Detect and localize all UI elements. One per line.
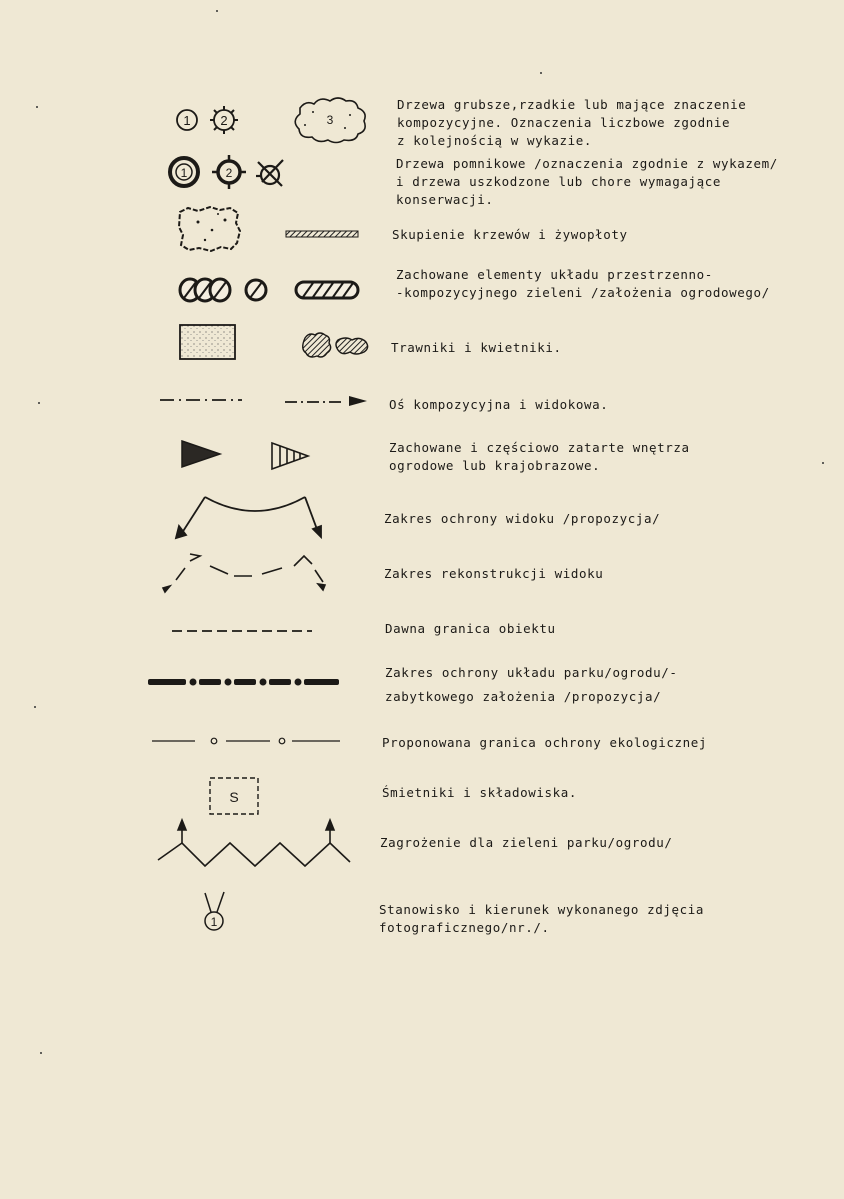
legend-line: i drzewa uszkodzone lub chore wymagające [396, 174, 722, 189]
flowerbed-icon-1 [303, 333, 331, 357]
legend-text-wnetrza [389, 439, 690, 475]
legend-text-krzewy [392, 226, 628, 244]
legend-line: Zakres ochrony widoku /propozycja/ [384, 511, 661, 526]
legend-line: Drzewa pomnikowe /oznaczenia zgodnie z wykazem/ [396, 156, 778, 171]
shrub-cluster-dots [197, 213, 227, 241]
dump-symbol [210, 778, 258, 814]
paper-speck [38, 402, 40, 404]
legend-line: Oś kompozycyjna i widokowa. [389, 397, 609, 412]
view-axis-arrow-icon [349, 396, 367, 406]
paper-speck [34, 706, 36, 708]
legend-line: zabytkowego założenia /propozycja/ [385, 689, 662, 704]
monument-tree-2 [212, 155, 246, 189]
paper-speck [540, 72, 542, 74]
interior-symbols [182, 441, 308, 469]
lawn-symbols [180, 325, 368, 359]
legend-text-zagrozenie [380, 834, 673, 852]
composition-element-symbols [180, 279, 358, 301]
legend-line: Zagrożenie dla zieleni parku/ogrodu/ [380, 835, 673, 850]
legend-line: Drzewa grubsze,rzadkie lub mające znaczenie [397, 97, 747, 112]
legend-text-stanowisko [379, 901, 704, 937]
tree-cluster-3 [295, 98, 365, 143]
legend-line: Trawniki i kwietniki. [391, 340, 562, 355]
photo-position-symbol [205, 892, 224, 930]
flowerbed-icon-2 [336, 338, 368, 354]
tree-symbols [177, 98, 365, 143]
legend-line: konserwacji. [396, 192, 494, 207]
composition-chain-icon [180, 279, 230, 301]
legend-text-zakres-widoku [384, 510, 660, 528]
legend-line: Stanowisko i kierunek wykonanego zdjęcia [379, 902, 705, 917]
photo-number: 1 [210, 915, 218, 929]
view-reconstruction-symbol [163, 554, 325, 592]
legend-line: Dawna granica obiektu [385, 621, 556, 636]
composition-single-icon [246, 280, 266, 300]
legend-text-drzewa [397, 96, 746, 150]
legend-text-ekologiczna [382, 734, 707, 752]
paper-speck [40, 1052, 42, 1054]
legend-line: z kolejnością w wykazie. [397, 133, 593, 148]
tree-number-2: 2 [220, 113, 228, 128]
legend-text-trawniki [391, 339, 562, 357]
legend-line: -kompozycyjnego zieleni /założenia ogrodowego/ [396, 285, 770, 300]
tree-number-3: 3 [326, 113, 334, 127]
composition-rope-icon [296, 282, 358, 298]
threat-symbol [158, 820, 350, 866]
legend-text-elementy [396, 266, 770, 302]
legend-line: Zakres ochrony układu parku/ogrodu/- [385, 665, 678, 680]
legend-line: ogrodowe lub krajobrazowe. [389, 458, 601, 473]
paper-speck [216, 10, 218, 12]
legend-line: Zachowane elementy układu przestrzenno- [396, 267, 713, 282]
legend-text-os [389, 396, 608, 414]
interior-faded-icon [272, 443, 308, 469]
legend-line: Skupienie krzewów i żywopłoty [392, 227, 628, 242]
paper-speck [822, 462, 824, 464]
tree-spiked-2 [210, 106, 238, 134]
legend-line: Proponowana granica ochrony ekologicznej [382, 735, 708, 750]
legend-line: Śmietniki i składowiska. [382, 785, 578, 800]
ecological-boundary-symbol [152, 738, 340, 744]
axis-symbols [160, 396, 367, 406]
view-range-symbol [176, 497, 321, 538]
dump-letter: S [229, 789, 239, 805]
paper-speck [36, 106, 38, 108]
legend-text-zakres-parku [385, 664, 678, 706]
tree-circle-1 [177, 110, 197, 130]
park-protection-range-symbol [148, 679, 339, 686]
legend-line: Zachowane i częściowo zatarte wnętrza [389, 440, 690, 455]
monument-tree-1 [170, 158, 198, 186]
monument-number-2: 2 [225, 166, 233, 180]
shrub-cluster-icon [179, 207, 240, 251]
legend-text-rekonstrukcja [384, 565, 603, 583]
interior-preserved-icon [182, 441, 220, 467]
legend-text-smietniki [382, 784, 577, 802]
legend-line: kompozycyjne. Oznaczenia liczbowe zgodnie [397, 115, 731, 130]
monument-number-1: 1 [180, 166, 188, 180]
lawn-icon [180, 325, 235, 359]
legend-text-pomniki [396, 155, 778, 209]
legend-line: fotograficznego/nr./. [379, 920, 550, 935]
legend-line: Zakres rekonstrukcji widoku [384, 566, 604, 581]
damaged-tree-icon [256, 160, 283, 186]
shrub-symbols [179, 207, 358, 251]
legend-text-granica [385, 620, 556, 638]
tree-number-1: 1 [183, 113, 191, 128]
monument-tree-symbols [170, 155, 283, 189]
hedge-icon [286, 231, 358, 237]
